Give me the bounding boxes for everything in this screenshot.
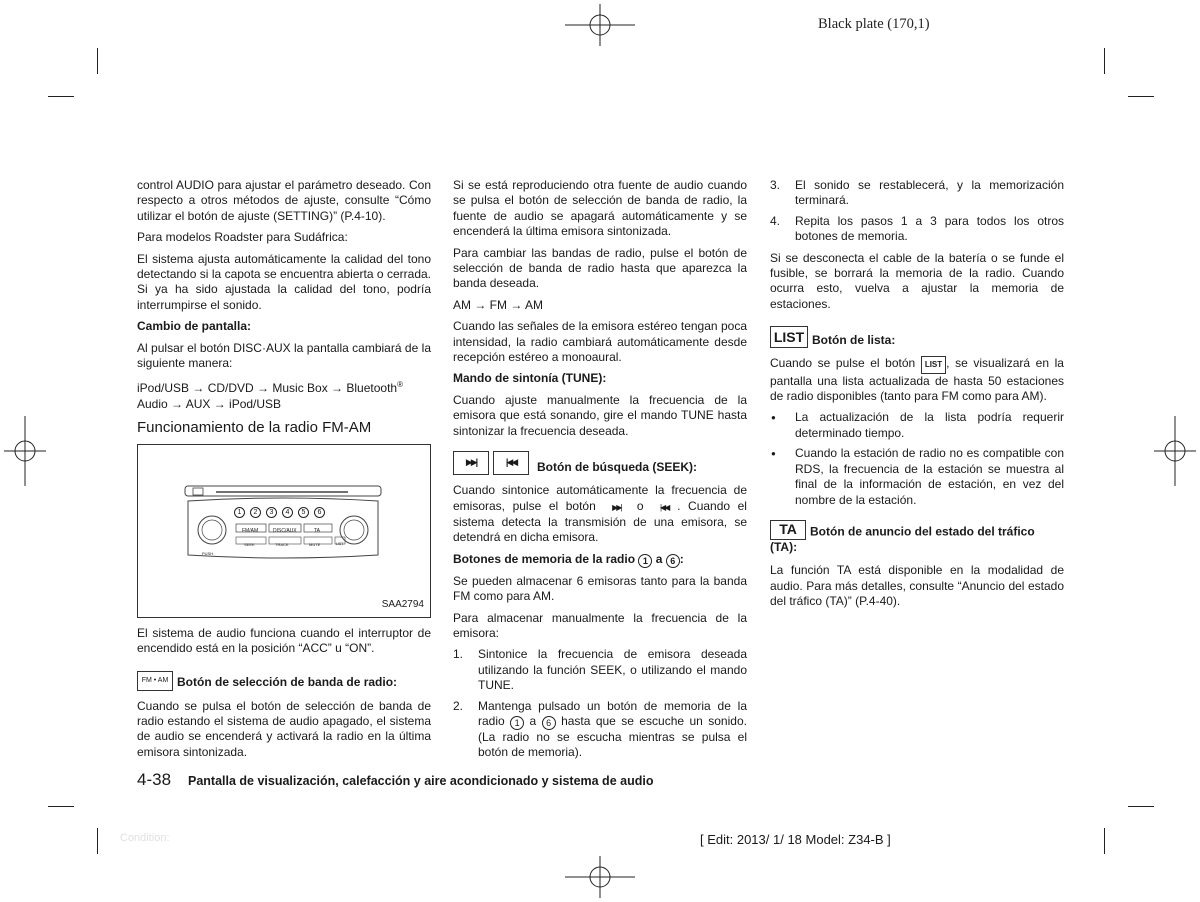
paragraph: Al pulsar el botón DISC·AUX la pantalla cambiará de la siguiente manera: — [137, 340, 431, 371]
heading-lista: LIST Botón de lista: — [770, 326, 1064, 348]
list-item: ● La actualización de la lista podría requerir determinado tiempo. — [770, 410, 1064, 441]
paragraph: Para cambiar las bandas de radio, pulse el botón de selección de banda de radio hasta que aparezca la banda deseada. — [453, 245, 747, 291]
heading-banda-radio: FM • AM Botón de selección de banda de radio: — [137, 671, 431, 691]
paragraph-list: Cuando se pulse el botón LIST , se visualizará en la pantalla una lista actualizada de hasta 50 estaciones de radio disponibles (tanto para FM como para AM). — [770, 356, 1064, 404]
preset-button-1: 1 — [234, 507, 245, 518]
heading-ta: TA Botón de anuncio del estado del tráfico (TA): — [770, 521, 1035, 554]
list-button-label: LIST — [336, 541, 344, 546]
fm-am-button-label: FM/AM — [242, 527, 259, 534]
paragraph-seek: Cuando sintonice automáticamente la frecuencia de emisoras, pulse el botón ▶▶| o |◀◀ . Cuando el sistema detecta la transmisión de una emisora, se detendrá en dicha emisora. — [453, 483, 747, 545]
steps-list — [453, 647, 747, 760]
chapter-title: Pantalla de visualización, calefacción y aire acondicionado y sistema de audio — [188, 774, 654, 788]
mute-button-label: MUTE — [309, 541, 321, 547]
ta-icon: TA — [770, 520, 806, 540]
list-item: 3. El sonido se restablecerá, y la memorización terminará. — [770, 178, 1064, 208]
condition-label: Condition: — [120, 832, 170, 844]
subheading-tune: Mando de sintonía (TUNE): — [453, 371, 607, 386]
list-item: ● Cuando la estación de radio no es compatible con RDS, la frecuencia de la estación se muestra al final de la información de estación, en vez del nombre de la estación. — [770, 446, 1064, 508]
paragraph: Cuando se pulsa el botón de selección de banda de radio estando el sistema de audio apagado, el sistema de audio se encenderá y activará la radio en la última emisora sintonizada. — [137, 698, 431, 759]
column-3 — [770, 178, 1064, 616]
radio-panel-figure — [137, 444, 431, 618]
paragraph: El sistema de audio funciona cuando el interruptor de encendido está en la posición “ACC” u “ON”. — [137, 625, 431, 656]
registration-mark-bottom — [565, 856, 635, 898]
paragraph: Para almacenar manualmente la frecuencia de la emisora: — [453, 610, 747, 640]
preset-button-3: 3 — [266, 507, 277, 518]
bullet-list — [770, 410, 1064, 507]
section-heading: Funcionamiento de la radio FM-AM — [137, 419, 372, 437]
paragraph: Si se está reproduciendo otra fuente de audio cuando se pulsa el botón de selección de banda de radio, la fuente de audio se apagará automáticamente y se encenderá la última emisora sintonizada. — [453, 178, 747, 239]
band-sequence: AM → FM → AM — [453, 297, 543, 312]
paragraph: Cuando ajuste manualmente la frecuencia de la emisora que está sonando, gire el mando TUNE hasta sintonizar la frecuencia deseada. — [453, 392, 747, 438]
preset-button-5: 5 — [298, 507, 309, 518]
seek-next-inline-icon: ▶▶| — [612, 502, 621, 512]
plate-label: Black plate (170,1) — [818, 16, 930, 32]
seek-next-icon: ▶▶| — [453, 451, 489, 475]
ta-button-label: TA — [314, 527, 321, 534]
registration-mark-top — [565, 4, 635, 46]
registration-mark-right — [1154, 416, 1196, 486]
preset-buttons — [234, 507, 325, 518]
disc-aux-button-label: DISC/AUX — [273, 527, 297, 534]
push-knob-label: PUSH — [202, 550, 214, 556]
list-item: 4. Repita los pasos 1 a 3 para todos los otros botones de memoria. — [770, 213, 1064, 244]
subheading-memoria: Botones de memoria de la radio 1 a 6 : — [453, 551, 684, 566]
steps-list-continued — [770, 178, 1064, 245]
paragraph: Cuando las señales de la emisora estéreo tengan poca intensidad, la radio cambiará automáticamente desde recepción estéreo a monoaural. — [453, 319, 747, 365]
subheading-cambio-pantalla: Cambio de pantalla: — [137, 319, 252, 334]
circled-number-1: 1 — [510, 716, 524, 730]
list-icon: LIST — [770, 326, 808, 348]
circled-number-6: 6 — [666, 554, 680, 568]
source-sequence: iPod/USB → CD/DVD → Music Box → Bluetooth® Audio → AUX → iPod/USB — [137, 380, 403, 411]
preset-button-6: 6 — [314, 507, 325, 518]
paragraph: La función TA está disponible en la modalidad de audio. Para más detalles, consulte “Anuncio del estado del tráfico (TA)” (P.4-40). — [770, 563, 1064, 609]
paragraph: Para modelos Roadster para Sudáfrica: — [137, 230, 348, 245]
heading-seek: ▶▶| |◀◀ Botón de búsqueda (SEEK): — [453, 451, 747, 475]
track-button-label: TRACK — [275, 541, 289, 547]
list-item: 2. Mantenga pulsado un botón de memoria de la radio 1 a 6 hasta que se escuche un sonido. (La radio no se escucha mientras se pulsa el botón de memoria). — [453, 698, 747, 760]
paragraph: control AUDIO para ajustar el parámetro deseado. Con respecto a otros métodos de ajuste, consulte “Cómo utilizar el botón de ajuste (SETTING)” (P.4-10). — [137, 178, 431, 223]
circled-number-6: 6 — [542, 716, 556, 730]
paragraph: Si se desconecta el cable de la batería o se funde el fusible, se borrará la memoria de la radio. Cuando ocurra esto, vuelva a ajustar la memoria de estaciones. — [770, 250, 1064, 311]
seek-prev-inline-icon: |◀◀ — [659, 502, 669, 512]
edit-info: [ Edit: 2013/ 1/ 18 Model: Z34-B ] — [700, 832, 891, 847]
registration-mark-left — [4, 416, 46, 486]
fm-am-icon: FM • AM — [137, 671, 173, 691]
figure-code: SAA2794 — [381, 599, 424, 611]
preset-button-2: 2 — [250, 507, 261, 518]
preset-button-4: 4 — [282, 507, 293, 518]
list-item: 1. Sintonice la frecuencia de emisora deseada utilizando la función SEEK, o utilizando el mando TUNE. — [453, 647, 747, 693]
paragraph: Se pueden almacenar 6 emisoras tanto para la banda FM como para AM. — [453, 573, 747, 604]
seek-button-label: SEEK — [244, 541, 255, 547]
seek-prev-icon: |◀◀ — [493, 451, 529, 475]
column-1 — [137, 178, 431, 766]
paragraph: El sistema ajusta automáticamente la calidad del tono detectando si la capota se encuentra abierta o cerrada. Si ya ha sido ajustada la calidad del tono, podría interrumpirse el sonido. — [137, 251, 431, 312]
circled-number-1: 1 — [638, 554, 652, 568]
column-2 — [453, 178, 747, 767]
page-number: 4-38 — [137, 770, 172, 789]
list-inline-icon: LIST — [921, 356, 946, 373]
